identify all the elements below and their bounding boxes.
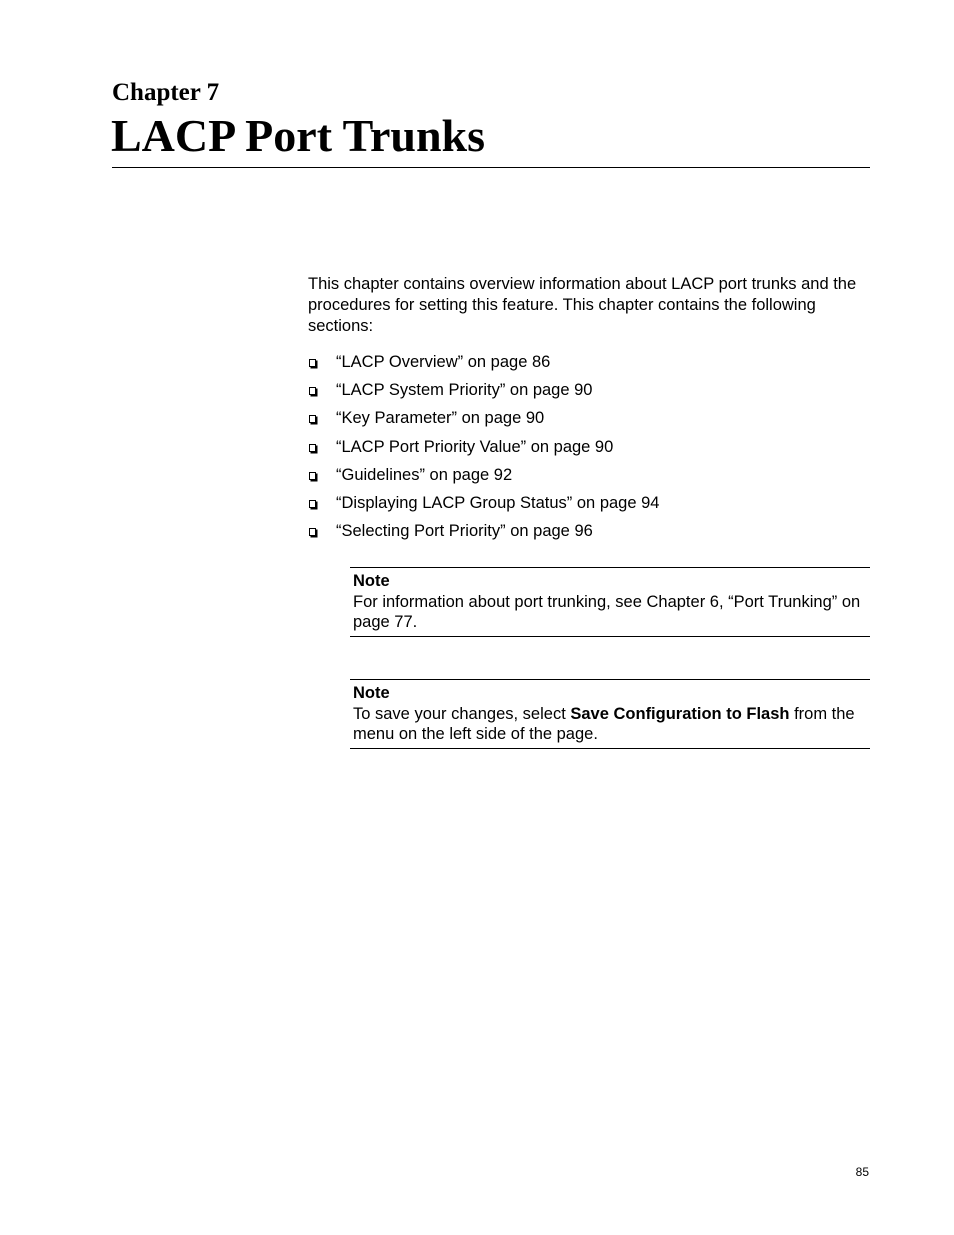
list-item[interactable] [308, 380, 874, 408]
note-save-configuration [350, 679, 870, 749]
section-list [308, 352, 874, 549]
note-text [353, 704, 870, 745]
chapter-body [308, 274, 874, 549]
list-item[interactable] [308, 493, 874, 521]
save-configuration-menu-name: Save Configuration to Flash [570, 704, 790, 723]
box-bullet-icon [309, 415, 316, 423]
section-link[interactable]: “Key Parameter” on page 90 [336, 409, 545, 428]
section-link[interactable]: “LACP Overview” on page 86 [336, 353, 551, 371]
note-port-trunking [350, 567, 870, 637]
list-item[interactable] [308, 465, 874, 493]
note-heading: Note [353, 572, 390, 590]
list-item[interactable] [308, 521, 874, 549]
list-item[interactable] [308, 408, 874, 436]
box-bullet-icon [309, 387, 316, 395]
box-bullet-icon [309, 444, 316, 452]
note-text: For information about port trunking, see Chapter 6, “Port Trunking” on page 77. [353, 592, 861, 631]
note-text-after: from the menu on the left side of the page. [353, 704, 855, 743]
section-link[interactable]: “LACP Port Priority Value” on page 90 [336, 437, 614, 456]
intro-paragraph: This chapter contains overview information about LACP port trunks and the procedures for setting this feature. This chapter contains the following sections: [308, 275, 857, 335]
section-link[interactable]: “Displaying LACP Group Status” on page 94 [336, 493, 660, 512]
box-bullet-icon [309, 472, 316, 480]
box-bullet-icon [309, 528, 316, 536]
box-bullet-icon [309, 500, 316, 508]
section-link[interactable]: “LACP System Priority” on page 90 [336, 381, 593, 400]
list-item[interactable] [308, 437, 874, 465]
section-link[interactable]: “Selecting Port Priority” on page 96 [336, 522, 593, 541]
chapter-title: LACP Port Trunks [111, 110, 486, 161]
section-link[interactable]: “Guidelines” on page 92 [336, 465, 513, 484]
list-item[interactable] [308, 352, 874, 380]
title-divider [112, 167, 870, 168]
box-bullet-icon [309, 359, 316, 367]
note-heading: Note [353, 684, 390, 702]
note-text-before: To save your changes, select [353, 704, 571, 723]
page-number: 85 [855, 1165, 869, 1179]
chapter-label: Chapter 7 [112, 79, 220, 106]
